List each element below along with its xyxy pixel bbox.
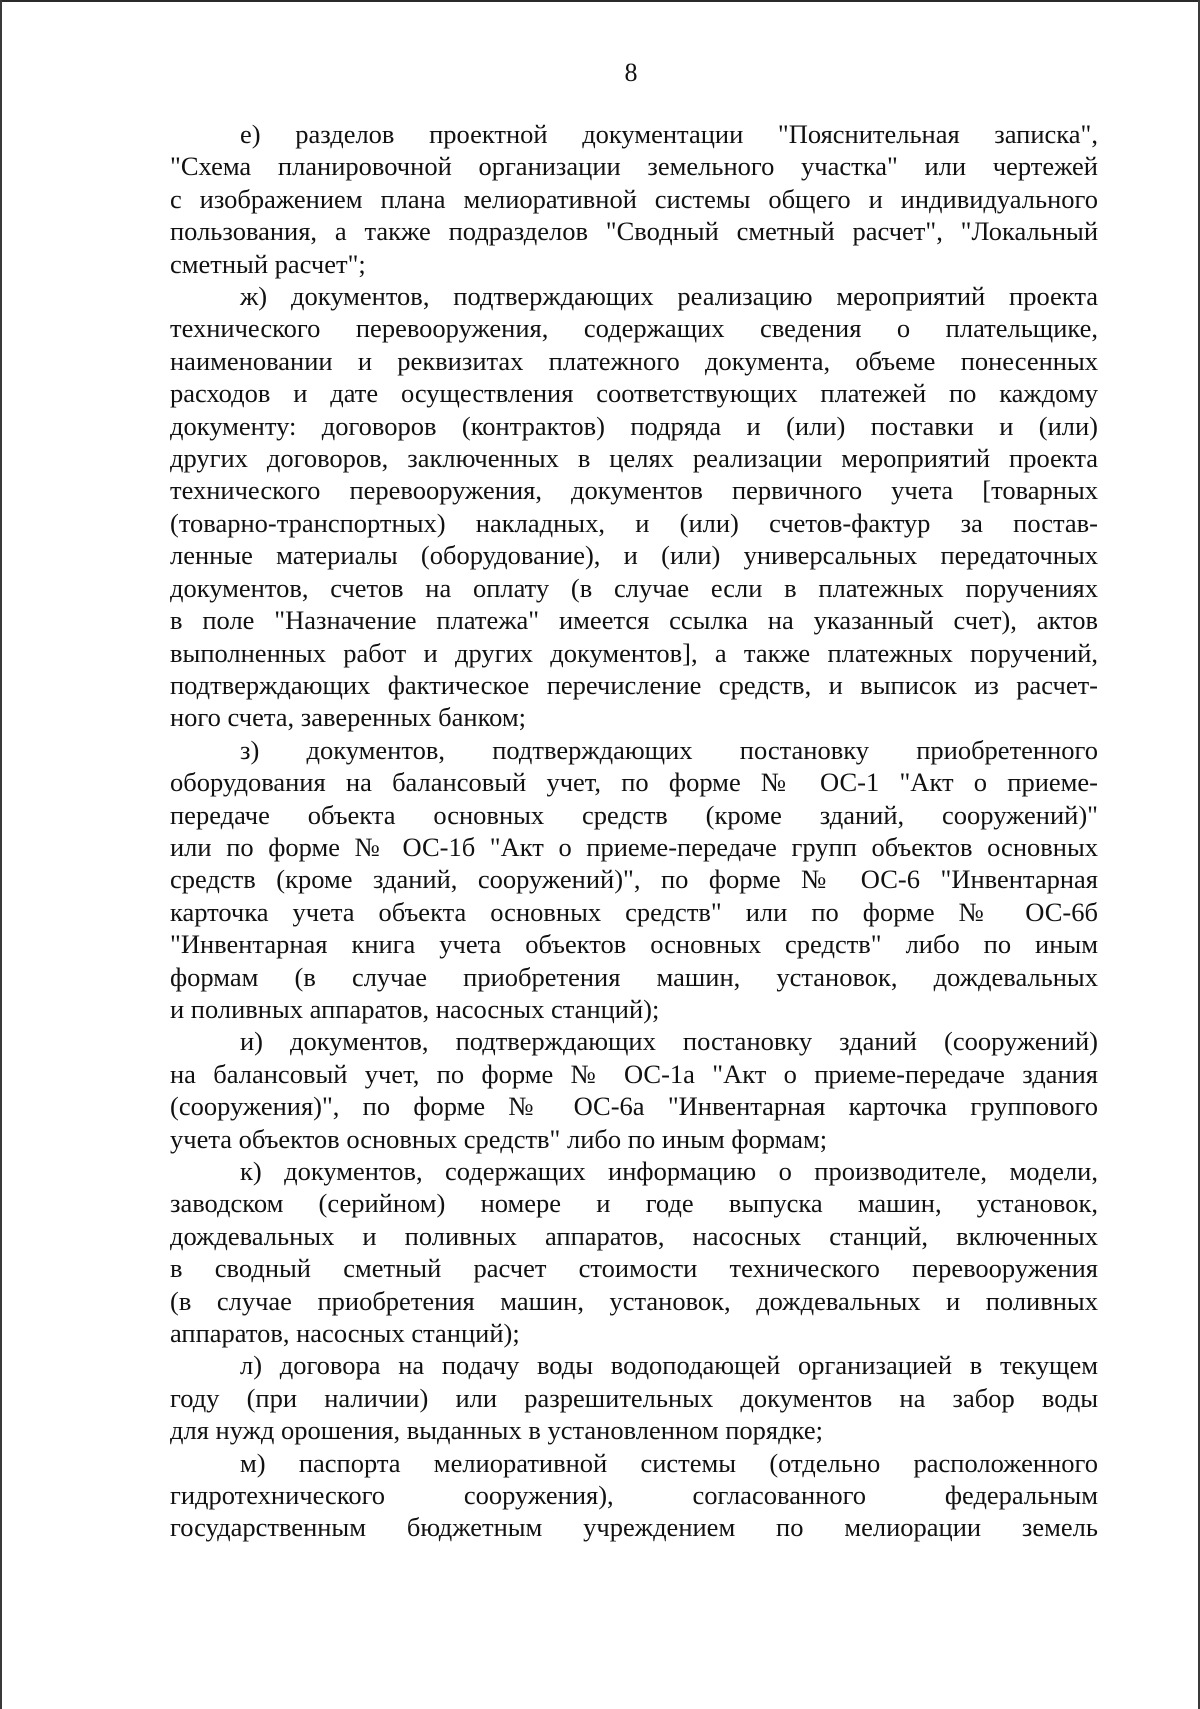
text-line: для нужд орошения, выданных в установленном порядке; [170,1415,823,1446]
text-line: передаче объекта основных средств (кроме зданий, сооружений)" [170,799,1098,830]
text-line: документов, счетов на оплату (в случае если в платежных поручениях [170,572,1098,603]
text-line: наименовании и реквизитах платежного документа, объеме понесенных [170,345,1098,376]
text-line: е) разделов проектной документации "Пояснительная записка", [240,119,1098,149]
text-line: или по форме № ОС-1б "Акт о приеме-передаче групп объектов основных [170,831,1098,862]
text-line: ленные материалы (оборудование), и (или) универсальных передаточных [170,540,1098,571]
text-line: карточка учета объекта основных средств" или по форме № ОС-6б [170,896,1098,927]
text-line: формам (в случае приобретения машин, установок, дождевальных [170,961,1098,992]
text-line: выполненных работ и других документов], а также платежных поручений, [170,637,1098,668]
scan-border-top [0,0,1200,2]
text-line: сметный расчет"; [170,248,366,279]
page-number: 8 [624,58,638,87]
text-line: технического перевооружения, содержащих сведения о плательщике, [170,313,1098,344]
text-line: технического перевооружения, документов первичного учета [товарных [170,475,1098,506]
paragraph-z [170,734,1098,1026]
paragraph-m [170,1447,1098,1544]
text-line: учета объектов основных средств" либо по иным формам; [170,1123,828,1154]
text-line: с изображением плана мелиоративной системы общего и индивидуального [170,183,1098,214]
paragraph-e [170,118,1098,280]
text-line: других договоров, заключенных в целях реализации мероприятий проекта [170,443,1098,474]
text-line: ного счета, заверенных банком; [170,702,526,733]
text-line: з) документов, подтверждающих постановку приобретенного [240,734,1098,765]
paragraph-i [170,1025,1098,1155]
text-line: и поливных аппаратов, насосных станций); [170,993,660,1024]
document-body [170,118,1098,1544]
text-line: к) документов, содержащих информацию о производителе, модели, [240,1156,1098,1186]
text-line: документу: договоров (контрактов) подряда и (или) поставки и (или) [170,410,1098,441]
text-line: "Схема планировочной организации земельного участка" или чертежей [170,151,1098,182]
text-line: ж) документов, подтверждающих реализацию мероприятий проекта [240,281,1098,312]
text-line: расходов и дате осуществления соответствующих платежей по каждому [170,378,1098,409]
text-line: в поле "Назначение платежа" имеется ссылка на указанный счет), актов [170,605,1098,636]
text-line: пользования, а также подразделов "Сводный сметный расчет", "Локальный [170,216,1098,247]
text-line: оборудования на балансовый учет, по форме № ОС-1 "Акт о приеме- [170,767,1098,798]
text-line: году (при наличии) или разрешительных документов на забор воды [170,1382,1098,1413]
text-line: (сооружения)", по форме № ОС-6а "Инвентарная карточка группового [170,1091,1098,1122]
text-line: дождевальных и поливных аппаратов, насосных станций, включенных [170,1220,1098,1251]
text-line: в сводный сметный расчет стоимости технического перевооружения [170,1253,1098,1284]
text-line: и) документов, подтверждающих постановку зданий (сооружений) [240,1026,1098,1057]
text-line: гидротехнического сооружения), согласованного федеральным [170,1480,1098,1511]
text-line: на балансовый учет, по форме № ОС-1а "Акт о приеме-передаче здания [170,1058,1098,1089]
scan-border-left [0,0,2,1709]
text-line: (в случае приобретения машин, установок, дождевальных и поливных [170,1285,1098,1316]
text-line: (товарно-транспортных) накладных, и (или) счетов-фактур за постав- [170,507,1098,538]
text-line: государственным бюджетным учреждением по мелиорации земель [170,1512,1098,1543]
text-line: заводском (серийном) номере и годе выпуска машин, установок, [170,1188,1098,1219]
text-line: л) договора на подачу воды водоподающей организацией в текущем [240,1350,1098,1381]
text-line: м) паспорта мелиоративной системы (отдельно расположенного [240,1447,1098,1478]
paragraph-k [170,1155,1098,1349]
text-line: аппаратов, насосных станций); [170,1318,520,1349]
text-line: подтверждающих фактическое перечисление средств, и выписок из расчет- [170,669,1098,700]
text-line: средств (кроме зданий, сооружений)", по форме № ОС-6 "Инвентарная [170,864,1098,895]
paragraph-zh [170,280,1098,734]
text-line: "Инвентарная книга учета объектов основных средств" либо по иным [170,929,1098,960]
paragraph-l [170,1349,1098,1446]
